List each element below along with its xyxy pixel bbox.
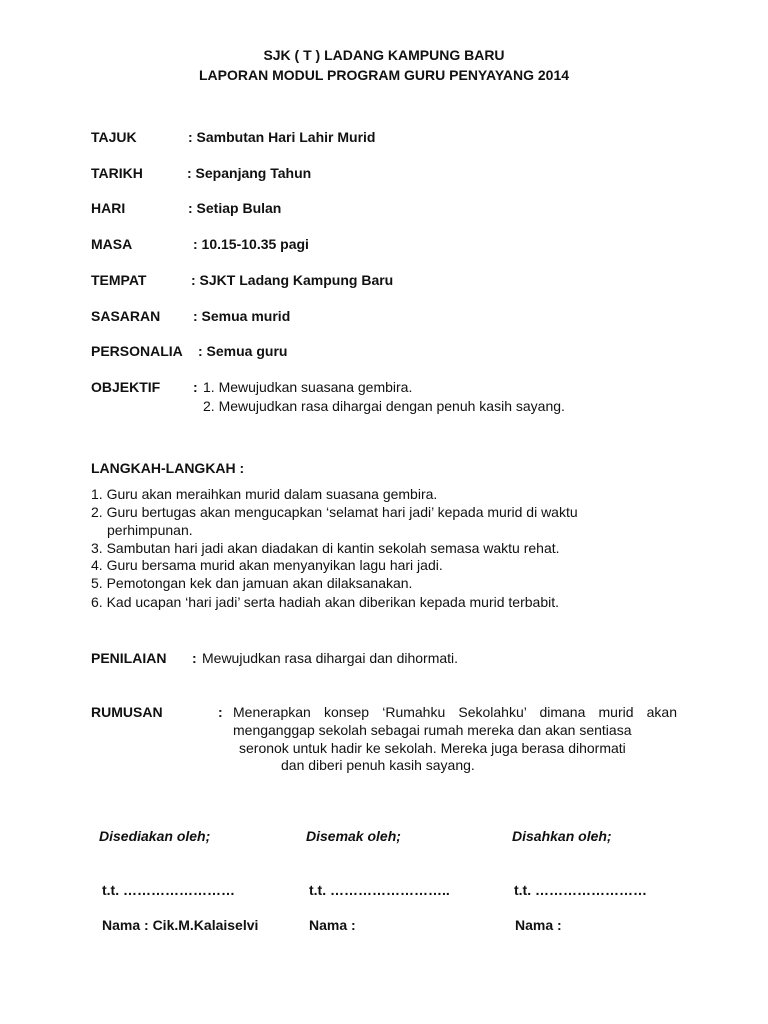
approved-by-signature-line: t.t. ……………………	[514, 882, 647, 898]
reviewed-by-name: Nama :	[309, 917, 356, 933]
report-title: LAPORAN MODUL PROGRAM GURU PENYAYANG 2014	[198, 67, 570, 83]
prepared-by-name: Nama : Cik.M.Kalaiselvi	[102, 917, 259, 933]
sasaran-label: SASARAN	[91, 308, 161, 324]
langkah-line: 4. Guru bersama murid akan menyanyikan lagu hari jadi.	[91, 557, 443, 573]
rumusan-line: Menerapkan konsep ‘Rumahku Sekolahku’ dimana murid akan	[233, 704, 677, 720]
langkah-line: 5. Pemotongan kek dan jamuan akan dilaksanakan.	[91, 575, 413, 591]
tarikh-label: TARIKH	[91, 165, 143, 181]
personalia-label: PERSONALIA	[91, 343, 183, 359]
approved-by-heading: Disahkan oleh;	[512, 828, 612, 844]
objektif-label: OBJEKTIF	[91, 379, 161, 395]
tajuk-value: : Sambutan Hari Lahir Murid	[188, 129, 376, 145]
school-name: SJK ( T ) LADANG KAMPUNG BARU	[263, 47, 505, 63]
masa-label: MASA	[91, 236, 133, 252]
rumusan-label: RUMUSAN	[91, 704, 163, 720]
langkah-line: 2. Guru bertugas akan mengucapkan ‘selamat hari jadi’ kepada murid di waktu	[91, 504, 578, 520]
reviewed-by-signature-line: t.t. ……………………..	[309, 882, 450, 898]
prepared-by-signature-line: t.t. ……………………	[102, 882, 235, 898]
penilaian-label: PENILAIAN	[91, 650, 167, 666]
objektif-item: 2. Mewujudkan rasa dihargai dengan penuh kasih sayang.	[203, 398, 565, 414]
approved-by-name: Nama :	[515, 917, 562, 933]
rumusan-line: seronok untuk hadir ke sekolah. Mereka juga berasa dihormati	[239, 740, 626, 756]
penilaian-value: Mewujudkan rasa dihargai dan dihormati.	[202, 650, 459, 666]
sasaran-value: : Semua murid	[193, 308, 291, 324]
prepared-by-heading: Disediakan oleh;	[99, 828, 211, 844]
langkah-line: 3. Sambutan hari jadi akan diadakan di kantin sekolah semasa waktu rehat.	[91, 540, 560, 556]
langkah-line: 1. Guru akan meraihkan murid dalam suasana gembira.	[91, 486, 438, 502]
langkah-line: 6. Kad ucapan ‘hari jadi’ serta hadiah akan diberikan kepada murid terbabit.	[91, 594, 560, 610]
rumusan-line: dan diberi penuh kasih sayang.	[281, 757, 475, 773]
hari-value: : Setiap Bulan	[188, 200, 282, 216]
langkah-line: perhimpunan.	[107, 522, 193, 538]
hari-label: HARI	[91, 200, 126, 216]
tajuk-label: TAJUK	[91, 129, 137, 145]
objektif-colon: :	[193, 379, 198, 395]
rumusan-colon: :	[218, 704, 223, 720]
tarikh-value: : Sepanjang Tahun	[187, 165, 312, 181]
objektif-item: 1. Mewujudkan suasana gembira.	[203, 379, 413, 395]
reviewed-by-heading: Disemak oleh;	[306, 828, 401, 844]
tempat-label: TEMPAT	[91, 272, 147, 288]
masa-value: : 10.15-10.35 pagi	[193, 236, 309, 252]
rumusan-line: menganggap sekolah sebagai rumah mereka dan akan sentiasa	[233, 722, 632, 738]
personalia-value: : Semua guru	[198, 343, 288, 359]
tempat-value: : SJKT Ladang Kampung Baru	[191, 272, 394, 288]
langkah-heading: LANGKAH-LANGKAH :	[91, 460, 245, 476]
penilaian-colon: :	[192, 650, 197, 666]
